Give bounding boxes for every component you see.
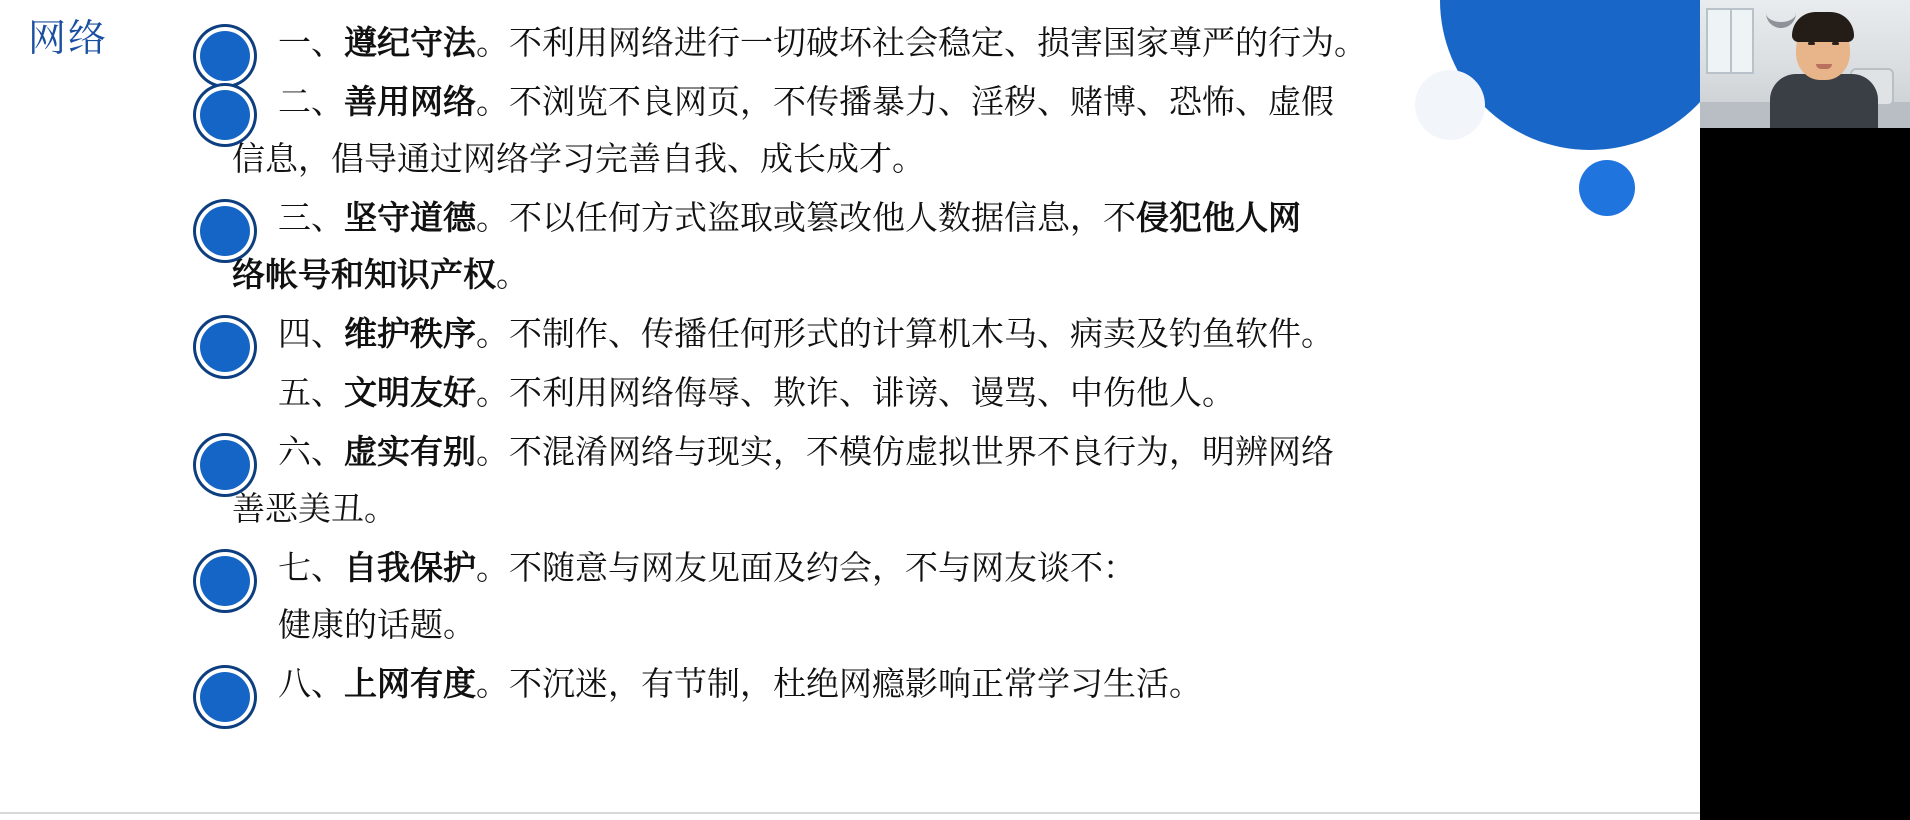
empty-black-panel [1700, 128, 1910, 820]
item-number: 七、 [278, 548, 344, 587]
item-number: 一、 [278, 23, 344, 62]
right-sidebar [1700, 0, 1910, 820]
item-keyword: 虚实有别 [344, 432, 476, 471]
list-item [200, 364, 1520, 421]
item-number: 六、 [278, 432, 344, 471]
item-keyword: 文明友好 [344, 373, 476, 412]
bullet-circle-icon [200, 440, 250, 490]
item-number: 二、 [278, 82, 344, 121]
item-text: 。不浏览不良网页，不传播暴力、淫秽、赌博、恐怖、虚假 [476, 82, 1334, 121]
item-keyword: 遵纪守法 [344, 23, 476, 62]
item-keyword: 维护秩序 [344, 314, 476, 353]
item-text: 。 [496, 255, 529, 294]
item-keyword: 络帐号和知识产权 [232, 255, 496, 294]
item-text: 。不制作、传播任何形式的计算机木马、病卖及钓鱼软件。 [476, 314, 1334, 353]
page-title: 网络 [28, 16, 109, 60]
list-item-line-continued [232, 480, 1520, 537]
item-text: 健康的话题。 [278, 605, 476, 644]
presenter-mouth [1816, 64, 1832, 69]
decorative-small-circle [1579, 160, 1635, 216]
item-text: 。不利用网络进行一切破坏社会稳定、损害国家尊严的行为。 [476, 23, 1367, 62]
item-text: 。不以任何方式盗取或篡改他人数据信息，不 [476, 198, 1136, 237]
list-item-line [278, 364, 1520, 421]
list-item [200, 655, 1520, 712]
bullet-circle-icon [200, 90, 250, 140]
presenter-video-tile[interactable] [1700, 0, 1910, 128]
list-item-line [278, 305, 1520, 362]
item-number: 三、 [278, 198, 344, 237]
bullet-circle-icon [200, 556, 250, 606]
list-item-line [278, 655, 1520, 712]
list-item [200, 14, 1520, 71]
list-item [200, 73, 1520, 187]
bullet-circle-icon [200, 206, 250, 256]
rules-list [200, 14, 1520, 714]
list-item [200, 423, 1520, 537]
item-text: 。不沉迷，有节制，杜绝网瘾影响正常学习生活。 [476, 664, 1202, 703]
item-number: 五、 [278, 373, 344, 412]
item-text: 。不随意与网友见面及约会，不与网友谈不： [476, 548, 1136, 587]
item-text: 。不利用网络侮辱、欺诈、诽谤、谩骂、中伤他人。 [476, 373, 1235, 412]
item-text: 善恶美丑。 [232, 489, 397, 528]
slide-bottom-divider [0, 812, 1700, 814]
item-keyword: 坚守道德 [344, 198, 476, 237]
presenter-eye-right [1832, 42, 1839, 45]
list-item-line [278, 539, 1520, 596]
item-keyword: 上网有度 [344, 664, 476, 703]
item-keyword: 自我保护 [344, 548, 476, 587]
item-keyword-secondary: 侵犯他人网 [1136, 198, 1301, 237]
item-text: 。不混淆网络与现实，不模仿虚拟世界不良行为，明辨网络 [476, 432, 1334, 471]
list-item-line [278, 73, 1520, 130]
presenter-body [1770, 74, 1878, 128]
list-item [200, 189, 1520, 303]
list-item [200, 539, 1520, 653]
window-shape [1706, 8, 1754, 74]
item-number: 八、 [278, 664, 344, 703]
list-item-line-continued [232, 246, 1520, 303]
bullet-circle-icon [200, 672, 250, 722]
list-item-line [278, 423, 1520, 480]
list-item-line-continued [232, 130, 1520, 187]
list-item [200, 305, 1520, 362]
presenter-eye-left [1808, 42, 1815, 45]
presenter-hair [1792, 12, 1854, 42]
list-item-line [278, 189, 1520, 246]
item-keyword: 善用网络 [344, 82, 476, 121]
item-number: 四、 [278, 314, 344, 353]
list-item-line-continued [278, 596, 1520, 653]
list-item-line [278, 14, 1520, 71]
item-text: 信息，倡导通过网络学习完善自我、成长成才。 [232, 139, 925, 178]
